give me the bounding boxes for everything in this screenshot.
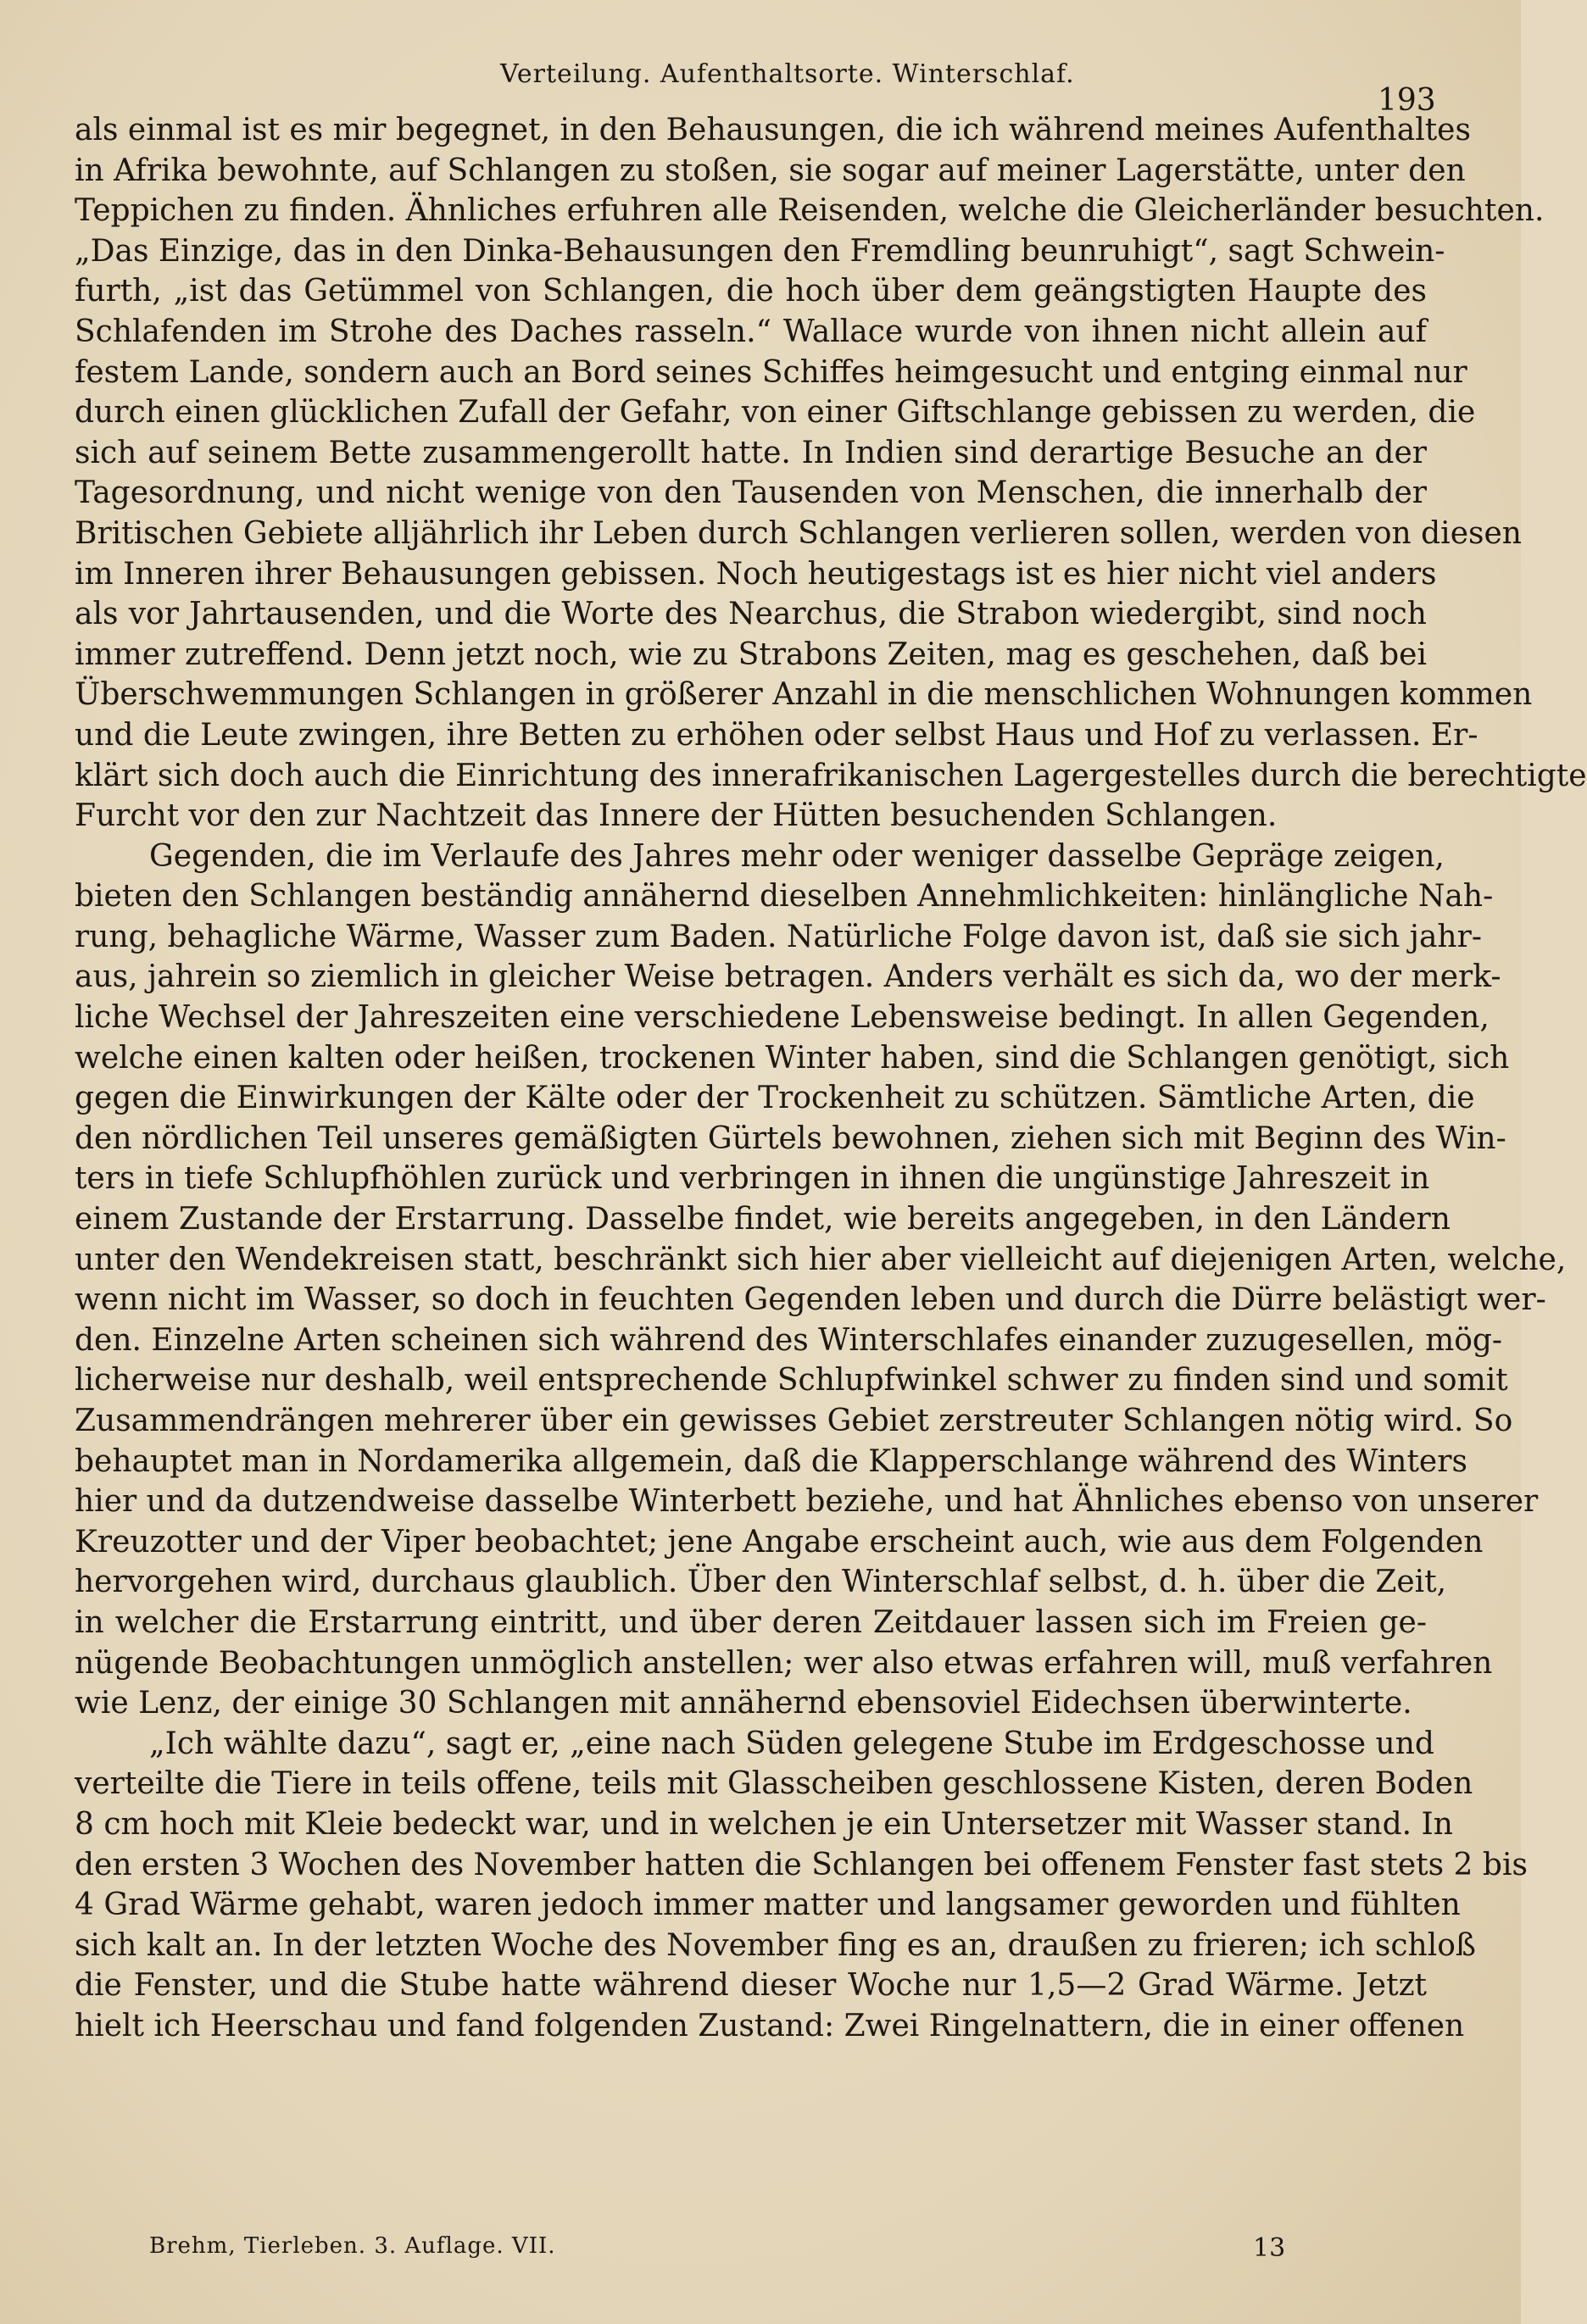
footer-credit: Brehm, Tierleben. 3. Auflage. VII. xyxy=(149,2233,556,2259)
page-footer xyxy=(0,2233,1521,2267)
text-line: Schlafenden im Strohe des Daches rasseln.“ Wallace wurde von ihnen nicht allein auf xyxy=(75,314,1427,349)
text-line: 8 cm hoch mit Kleie bedeckt war, und in welchen je ein Untersetzer mit Wasser stand. In xyxy=(75,1806,1453,1842)
text-line: 4 Grad Wärme gehabt, waren jedoch immer matter und langsamer geworden und fühlten xyxy=(75,1888,1461,1923)
text-line: welche einen kalten oder heißen, trockenen Winter haben, sind die Schlangen genötigt, sich xyxy=(75,1040,1510,1076)
body-text xyxy=(75,110,1587,2047)
text-line: liche Wechsel der Jahreszeiten eine verschiedene Lebensweise bedingt. In allen Gegenden, xyxy=(75,1000,1490,1036)
text-line: den nördlichen Teil unseres gemäßigten Gürtels bewohnen, ziehen sich mit Beginn des Win- xyxy=(75,1120,1506,1156)
text-line: in Afrika bewohnte, auf Schlangen zu stoßen, sie sogar auf meiner Lagerstätte, unter den xyxy=(75,153,1466,188)
text-line: Britischen Gebiete alljährlich ihr Leben durch Schlangen verlieren sollen, werden von diesen xyxy=(75,515,1522,551)
text-line: durch einen glücklichen Zufall der Gefahr, von einer Giftschlange gebissen zu werden, die xyxy=(75,395,1476,431)
text-line: hier und da dutzendweise dasselbe Winterbett beziehe, und hat Ähnliches ebenso von unserer xyxy=(75,1484,1539,1520)
running-head: Verteilung. Aufenthaltsorte. Winterschlaf. xyxy=(500,59,1075,89)
paragraph-start-line: Gegenden, die im Verlaufe des Jahres mehr oder weniger dasselbe Gepräge zeigen, xyxy=(149,838,1445,874)
text-line: unter den Wendekreisen statt, beschränkt sich hier aber vielleicht auf diejenigen Arten, welche, xyxy=(75,1242,1567,1277)
text-line: furth, „ist das Getümmel von Schlangen, die hoch über dem geängstigten Haupte des xyxy=(75,274,1427,309)
text-line: Kreuzotter und der Viper beobachtet; jene Angabe erscheint auch, wie aus dem Folgenden xyxy=(75,1524,1484,1560)
text-line: einem Zustande der Erstarrung. Dasselbe findet, wie bereits angegeben, in den Ländern xyxy=(75,1202,1451,1237)
text-line: Überschwemmungen Schlangen in größerer Anzahl in die menschlichen Wohnungen kommen xyxy=(75,677,1533,713)
text-line: Tagesordnung, und nicht wenige von den Tausenden von Menschen, die innerhalb der xyxy=(75,475,1427,511)
text-line: rung, behagliche Wärme, Wasser zum Baden. Natürliche Folge davon ist, daß sie sich jahr- xyxy=(75,919,1482,954)
text-line: als vor Jahrtausenden, und die Worte des Nearchus, die Strabon wiedergibt, sind noch xyxy=(75,597,1427,632)
text-line: licherweise nur deshalb, weil entsprechende Schlupfwinkel schwer zu finden sind und somit xyxy=(75,1363,1508,1398)
text-line: nügende Beobachtungen unmöglich anstellen; wer also etwas erfahren will, muß verfahren xyxy=(75,1645,1493,1681)
text-line: gegen die Einwirkungen der Kälte oder der Trockenheit zu schützen. Sämtliche Arten, die xyxy=(75,1081,1475,1116)
text-line: aus, jahrein so ziemlich in gleicher Weise betragen. Anders verhält es sich da, wo der merk- xyxy=(75,959,1501,995)
page-header xyxy=(0,53,1521,118)
paragraph-end-line: Furcht vor den zur Nachtzeit das Innere der Hütten besuchenden Schlangen. xyxy=(75,798,1278,834)
text-line: hielt ich Heerschau und fand folgenden Zustand: Zwei Ringelnattern, die in einer offenen xyxy=(75,2008,1465,2043)
text-line: den ersten 3 Wochen des November hatten die Schlangen bei offenem Fenster fast stets 2 bis xyxy=(75,1847,1528,1882)
text-line: „Das Einzige, das in den Dinka-Behausungen den Fremdling beunruhigt“, sagt Schwein- xyxy=(75,233,1445,269)
text-line: Zusammendrängen mehrerer über ein gewisses Gebiet zerstreuter Schlangen nötig wird. So xyxy=(75,1404,1513,1438)
text-line: bieten den Schlangen beständig annähernd dieselben Annehmlichkeiten: hinlängliche Nah- xyxy=(75,879,1494,915)
text-line: sich auf seinem Bette zusammengerollt hatte. In Indien sind derartige Besuche an der xyxy=(75,435,1427,470)
text-line: sich kalt an. In der letzten Woche des November fing es an, draußen zu frieren; ich schloß xyxy=(75,1927,1476,1963)
text-line: hervorgehen wird, durchaus glaublich. Über den Winterschlaf selbst, d. h. über die Zeit, xyxy=(75,1565,1447,1600)
page-number: 193 xyxy=(1378,83,1436,118)
signature-mark: 13 xyxy=(1253,2233,1286,2263)
text-line: den. Einzelne Arten scheinen sich während des Winterschlafes einander zuzugesellen, mög- xyxy=(75,1322,1503,1358)
text-line: als einmal ist es mir begegnet, in den Behausungen, die ich während meines Aufenthaltes xyxy=(75,113,1471,147)
text-line: im Inneren ihrer Behausungen gebissen. Noch heutigestags ist es hier nicht viel anders xyxy=(75,556,1437,592)
text-line: ters in tiefe Schlupfhöhlen zurück und verbringen in ihnen die ungünstige Jahreszeit in xyxy=(75,1161,1430,1197)
text-line: Teppichen zu finden. Ähnliches erfuhren alle Reisenden, welche die Gleicherländer besuchten. xyxy=(75,193,1545,229)
paragraph-start-line: „Ich wählte dazu“, sagt er, „eine nach Süden gelegene Stube im Erdgeschosse und xyxy=(149,1726,1434,1761)
text-line: klärt sich doch auch die Einrichtung des innerafrikanischen Lagergestelles durch die berechtigte xyxy=(75,758,1587,793)
text-line: verteilte die Tiere in teils offene, teils mit Glasscheiben geschlossene Kisten, deren Boden xyxy=(75,1766,1473,1802)
paragraph-end-line: wie Lenz, der einige 30 Schlangen mit annähernd ebensoviel Eidechsen überwinterte. xyxy=(75,1686,1412,1721)
text-line: und die Leute zwingen, ihre Betten zu erhöhen oder selbst Haus und Hof zu verlassen. Er- xyxy=(75,717,1478,753)
text-line: behauptet man in Nordamerika allgemein, daß die Klapperschlange während des Winters xyxy=(75,1443,1467,1479)
text-line: in welcher die Erstarrung eintritt, und über deren Zeitdauer lassen sich im Freien ge- xyxy=(75,1604,1427,1640)
text-line: wenn nicht im Wasser, so doch in feuchten Gegenden leben und durch die Dürre belästigt wer- xyxy=(75,1282,1546,1318)
text-line: festem Lande, sondern auch an Bord seines Schiffes heimgesucht und entging einmal nur xyxy=(75,354,1467,390)
text-line: die Fenster, und die Stube hatte während dieser Woche nur 1,5—2 Grad Wärme. Jetzt xyxy=(75,1968,1427,2004)
text-line: immer zutreffend. Denn jetzt noch, wie zu Strabons Zeiten, mag es geschehen, daß bei xyxy=(75,637,1427,672)
